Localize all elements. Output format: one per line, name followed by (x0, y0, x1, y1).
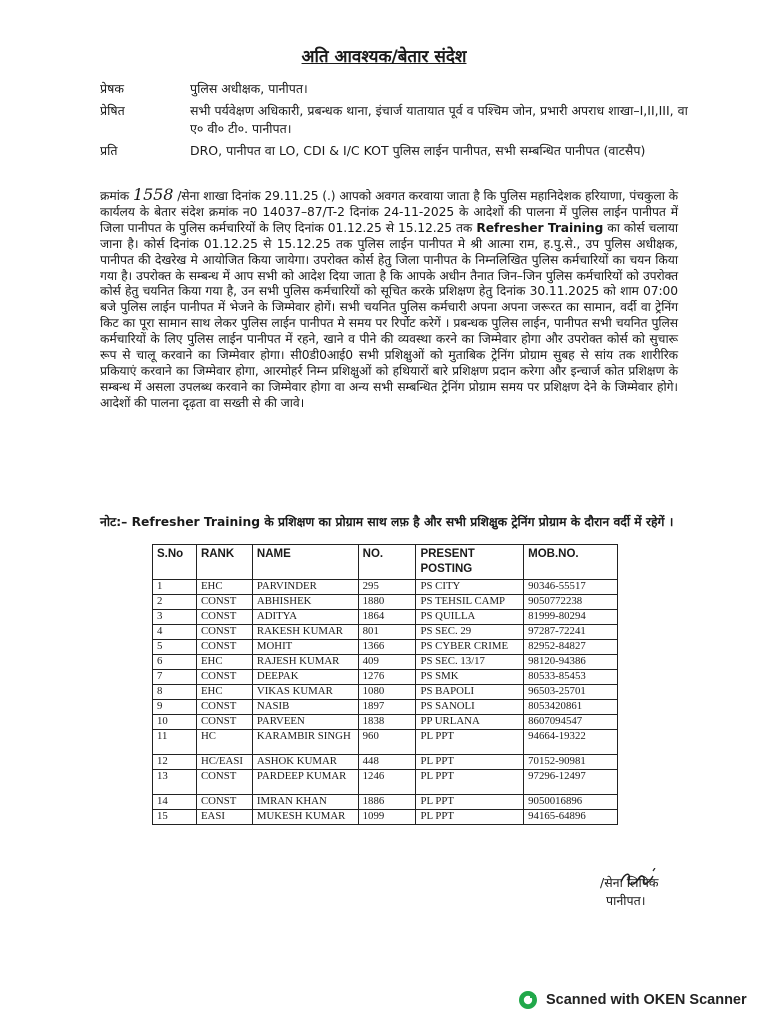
table-row (153, 655, 618, 670)
cell-rank: HC (196, 730, 252, 755)
cell-name: MUKESH KUMAR (252, 810, 358, 825)
sender-value: पुलिस अधीक्षक, पानीपत। (190, 81, 308, 96)
table-row (153, 795, 618, 810)
table-row (153, 595, 618, 610)
note (100, 514, 680, 530)
cell-number: 1099 (358, 810, 416, 825)
cell-posting: PL PPT (416, 730, 524, 755)
cell-sno: 8 (153, 685, 197, 700)
cell-posting: PS SEC. 13/17 (416, 655, 524, 670)
cell-rank: CONST (196, 795, 252, 810)
cell-number: 1276 (358, 670, 416, 685)
table-row (153, 755, 618, 770)
sender-label: प्रेषक (100, 81, 124, 96)
memo-text-2: का कोर्स चलाया जाना है। कोर्स दिनांक 01.12.25 से 15.12.25 तक पुलिस लाईन पानीपत मे श्री आत्मा राम, ह.पु.से., उप पुलिस अधीक्षक, पानीपत की देखरेख मे आयोजित किया जायेगा। उपरोक्त कोर्स हेतु जिला पानीपत के निम्नलिखित पुलिस कर्मचारियों का चयन किया गया है। उपरोक्त के सम्बन्ध में आप सभी को आदेश दिया जाता है कि आपके अधीन तैनात जिन–जिन पुलिस कर्मचारियों को उपरोक्त कोर्स हेतु चयनित किया गया है, उन सभी पुलिस कर्मचारियों को सूचित करके प्रशिक्षण हेतु दिनांक 30.11.2025 को शाम 07:00 बजे पुलिस लाईन पानीपत में भेजने के जिम्मेवार होगें। सभी चयनित पुलिस कर्मचारी अपना अपना जरूरत का सामान, वर्दी वा ट्रेनिंग किट का पूरा सामान साथ लेकर पुलिस लाईन पानीपत मे समय पर रिर्पोट करेगें । प्रबन्धक पुलिस लाईन, पानीपत सभी चयनित पुलिस कर्मचारियों के लिए पुलिस लाईन पानीपत में रहने, खाने व पीने की व्यवस्था करने का जिम्मेवार होगा और उपरोक्त कोर्स को सुचारू रूप से चालू करवाने का जिम्मेवार होगा। सी0डी0आई0 सभी प्रशिक्षुओं को मुताबिक ट्रेनिंग प्रोग्राम सुबह से सांय तक शारीरिक प्रकियाएं करवाने का जिम्मेवार होगा, आरमोहर्र निम्न प्रशिक्षुओं को हथियारों बारे प्रशिक्षण प्रदान करेगा और इन्चार्ज कोत प्रशिक्षण के सम्बन्ध में असला उपलब्ध करवाने का जिम्मेवार होगा वा अन्य सभी सम्बन्धित ट्रेनिंग प्रोग्राम समय पर प्रशिक्षण देने के जिम्मेवार होगे। आदेशों की पालना दृढ़ता वा सख्ती से की जावे। (100, 220, 678, 410)
cell-rank: CONST (196, 595, 252, 610)
table-row (153, 670, 618, 685)
cell-sno: 9 (153, 700, 197, 715)
table-row (153, 685, 618, 700)
cell-mobile: 81999-80294 (524, 610, 618, 625)
signature-block (600, 874, 658, 910)
scanner-watermark (518, 990, 747, 1010)
cell-sno: 15 (153, 810, 197, 825)
table-row (153, 625, 618, 640)
oken-scanner-icon (518, 990, 538, 1010)
cell-mobile: 8607094547 (524, 715, 618, 730)
cell-sno: 11 (153, 730, 197, 755)
note-term: Refresher Training (131, 515, 261, 529)
copy-to-row (100, 142, 700, 178)
cell-number: 409 (358, 655, 416, 670)
col-header-sno: S.No (153, 545, 197, 580)
cell-number: 1366 (358, 640, 416, 655)
table-row (153, 640, 618, 655)
cell-sno: 6 (153, 655, 197, 670)
cell-mobile: 94165-64896 (524, 810, 618, 825)
cell-posting: PL PPT (416, 810, 524, 825)
cell-number: 1897 (358, 700, 416, 715)
cell-name: MOHIT (252, 640, 358, 655)
recipients-row (100, 102, 700, 138)
cell-name: PARVEEN (252, 715, 358, 730)
copy-to-label: प्रति (100, 143, 118, 158)
cell-rank: CONST (196, 770, 252, 795)
document-title: अति आवश्यक/बेतार संदेश (301, 47, 467, 67)
memo-number-handwritten: 1558 (133, 185, 174, 204)
cell-number: 1246 (358, 770, 416, 795)
cell-sno: 5 (153, 640, 197, 655)
cell-posting: PS SEC. 29 (416, 625, 524, 640)
col-header-number: NO. (358, 545, 416, 580)
cell-rank: EASI (196, 810, 252, 825)
cell-posting: PP URLANA (416, 715, 524, 730)
cell-rank: EHC (196, 655, 252, 670)
cell-posting: PS CYBER CRIME (416, 640, 524, 655)
cell-posting: PS CITY (416, 580, 524, 595)
cell-rank: CONST (196, 715, 252, 730)
cell-mobile: 97296-12497 (524, 770, 618, 795)
table-row (153, 770, 618, 795)
table-header-row (153, 545, 618, 580)
table-row (153, 580, 618, 595)
cell-name: KARAMBIR SINGH (252, 730, 358, 755)
cell-mobile: 8053420861 (524, 700, 618, 715)
cell-name: NASIB (252, 700, 358, 715)
recipients-value: सभी पर्यवेक्षण अधिकारी, प्रबन्धक थाना, इंचार्ज यातायात पूर्व व पश्चिम जोन, प्रभारी अपराध शाखा–I,II,III, वा ए० वी० टी०. पानीपत। (190, 103, 688, 136)
cell-number: 1864 (358, 610, 416, 625)
cell-name: IMRAN KHAN (252, 795, 358, 810)
cell-name: RAKESH KUMAR (252, 625, 358, 640)
cell-sno: 2 (153, 595, 197, 610)
cell-sno: 12 (153, 755, 197, 770)
scanner-watermark-text: Scanned with OKEN Scanner (546, 992, 747, 1008)
cell-mobile: 96503-25701 (524, 685, 618, 700)
signature-line-1: /सेना लिपिक (600, 875, 659, 890)
cell-number: 1880 (358, 595, 416, 610)
cell-number: 448 (358, 755, 416, 770)
cell-rank: CONST (196, 700, 252, 715)
memo-body (100, 187, 678, 412)
cell-name: PARDEEP KUMAR (252, 770, 358, 795)
cell-sno: 14 (153, 795, 197, 810)
cell-rank: CONST (196, 610, 252, 625)
cell-number: 1838 (358, 715, 416, 730)
note-prefix: नोट:– (100, 515, 128, 529)
col-header-name: NAME (252, 545, 358, 580)
memo-prefix: क्रमांक (100, 189, 130, 203)
cell-mobile: 80533-85453 (524, 670, 618, 685)
cell-mobile: 94664-19322 (524, 730, 618, 755)
cell-number: 1080 (358, 685, 416, 700)
cell-sno: 13 (153, 770, 197, 795)
cell-mobile: 9050016896 (524, 795, 618, 810)
col-header-rank: RANK (196, 545, 252, 580)
cell-posting: PL PPT (416, 795, 524, 810)
cell-number: 295 (358, 580, 416, 595)
table-row (153, 715, 618, 730)
memo-bold-term: Refresher Training (476, 220, 604, 235)
table-row (153, 700, 618, 715)
cell-mobile: 9050772238 (524, 595, 618, 610)
cell-name: DEEPAK (252, 670, 358, 685)
cell-mobile: 82952-84827 (524, 640, 618, 655)
cell-name: VIKAS KUMAR (252, 685, 358, 700)
cell-sno: 7 (153, 670, 197, 685)
cell-posting: PS SMK (416, 670, 524, 685)
cell-rank: HC/EASI (196, 755, 252, 770)
cell-name: ASHOK KUMAR (252, 755, 358, 770)
cell-rank: CONST (196, 640, 252, 655)
cell-posting: PS SANOLI (416, 700, 524, 715)
note-text: के प्रशिक्षण का प्रोग्राम साथ लफ़ है और सभी प्रशिक्षुक ट्रेनिंग प्रोग्राम के दौरान वर्दी में रहेगें । (264, 515, 674, 529)
copy-to-value: DRO, पानीपत वा LO, CDI & I/C KOT पुलिस लाईन पानीपत, सभी सम्बन्धित पानीपत (वाटसैप) (190, 143, 646, 158)
personnel-table (152, 544, 618, 825)
table-row (153, 610, 618, 625)
col-header-posting: PRESENT POSTING (416, 545, 524, 580)
recipients-label: प्रेषित (100, 103, 125, 118)
cell-posting: PS TEHSIL CAMP (416, 595, 524, 610)
cell-posting: PL PPT (416, 770, 524, 795)
cell-sno: 4 (153, 625, 197, 640)
cell-posting: PL PPT (416, 755, 524, 770)
table-row (153, 810, 618, 825)
cell-mobile: 70152-90981 (524, 755, 618, 770)
cell-number: 960 (358, 730, 416, 755)
cell-name: RAJESH KUMAR (252, 655, 358, 670)
cell-rank: CONST (196, 625, 252, 640)
table-row (153, 730, 618, 755)
cell-name: ADITYA (252, 610, 358, 625)
cell-mobile: 97287-72241 (524, 625, 618, 640)
cell-rank: CONST (196, 670, 252, 685)
cell-rank: EHC (196, 580, 252, 595)
signature-line-2: पानीपत। (606, 893, 646, 908)
cell-sno: 1 (153, 580, 197, 595)
cell-posting: PS QUILLA (416, 610, 524, 625)
cell-sno: 3 (153, 610, 197, 625)
cell-sno: 10 (153, 715, 197, 730)
cell-number: 801 (358, 625, 416, 640)
cell-name: PARVINDER (252, 580, 358, 595)
cell-rank: EHC (196, 685, 252, 700)
sender-row (100, 80, 700, 98)
col-header-mobile: MOB.NO. (524, 545, 618, 580)
cell-name: ABHISHEK (252, 595, 358, 610)
cell-posting: PS BAPOLI (416, 685, 524, 700)
cell-mobile: 98120-94386 (524, 655, 618, 670)
memo-text-1: /सेना शाखा दिनांक 29.11.25 (.) आपको अवगत करवाया जाता है कि पुलिस महानिदेशक हरियाणा, पंचकुला के कार्यलय के बेतार संदेश क्रमांक न0 14037–87/T-2 दिनांक 24-11-2025 के आदेशों की पालना में पुलिस लाईन पानीपत में जिला पानीपत के पुलिस कर्मचारियों के लिए दिनांक 01.12.25 से 15.12.25 तक (100, 189, 678, 235)
cell-number: 1886 (358, 795, 416, 810)
cell-mobile: 90346-55517 (524, 580, 618, 595)
